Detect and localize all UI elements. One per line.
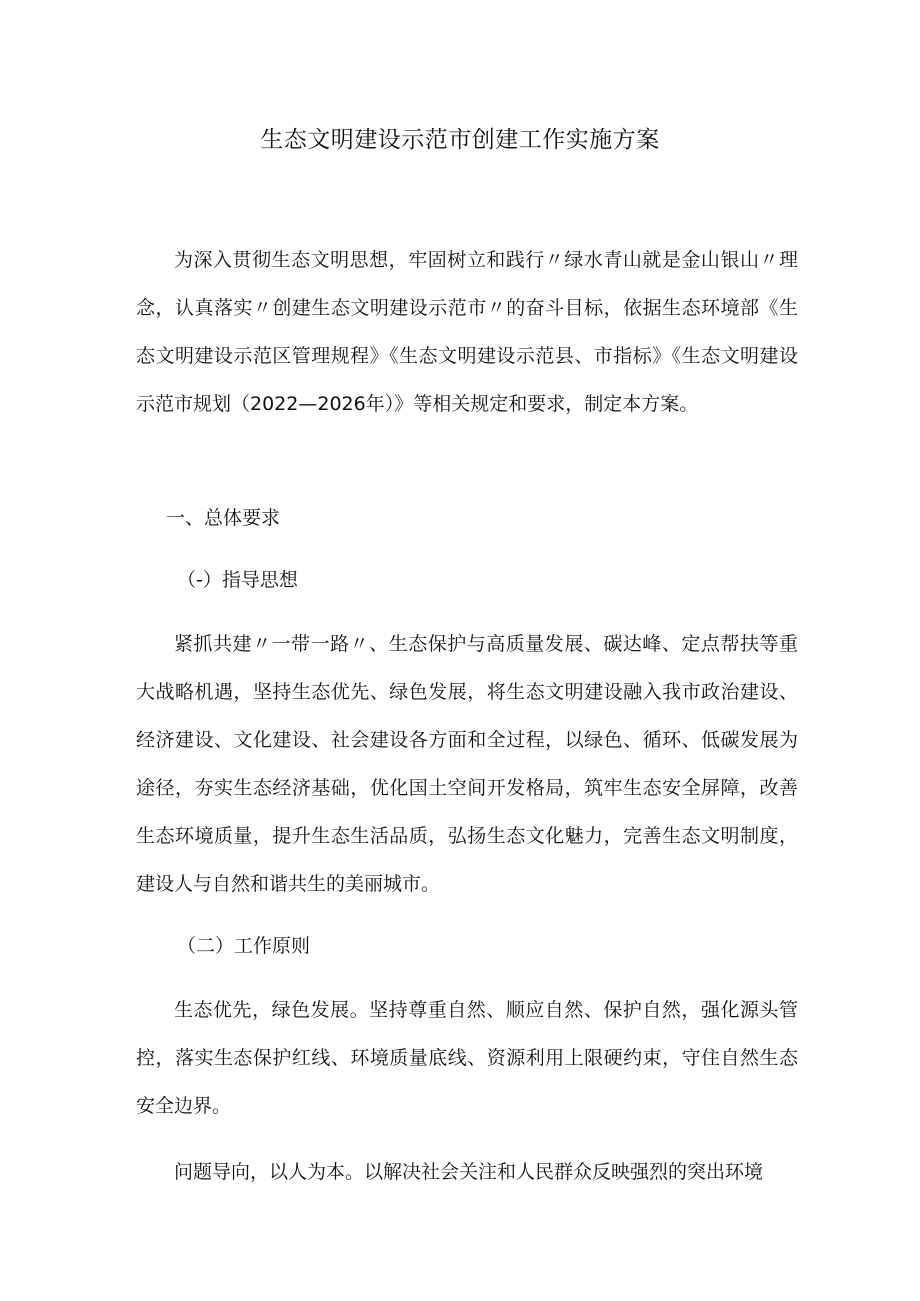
document-title: 生态文明建设示范市创建工作实施方案 <box>260 127 660 153</box>
intro-paragraph: 为深入贯彻生态文明思想，牢固树立和践行〃绿水青山就是金山银山〃理念，认真落实〃创建生态文明建设示范市〃的奋斗目标，依据生态环境部《生态文明建设示范区管理规程》《生态文明建设示范县、市指标》《生态文明建设示范市规划（2022—2026年）》等相关规定和要求，制定本方案。 <box>136 249 798 415</box>
guiding-ideology-paragraph: 紧抓共建〃一带一路〃、生态保护与高质量发展、碳达峰、定点帮扶等重大战略机遇，坚持生态优先、绿色发展，将生态文明建设融入我市政治建设、经济建设、文化建设、社会建设各方面和全过程，以绿色、循环、低碳发展为途径，夯实生态经济基础，优化国土空间开发格局，筑牢生态安全屏障，改善生态环境质量，提升生态生活品质，弘扬生态文化魅力，完善生态文明制度，建设人与自然和谐共生的美丽城市。 <box>136 633 798 895</box>
principle-paragraph-ecology-first: 生态优先，绿色发展。坚持尊重自然、顺应自然、保护自然，强化源头管控，落实生态保护红线、环境质量底线、资源利用上限硬约束，守住自然生态安全边界。 <box>136 999 798 1117</box>
subsection-heading-work-principles: （二）工作原则 <box>177 935 311 957</box>
section-heading-general-requirements: 一、总体要求 <box>166 507 281 529</box>
principle-paragraph-problem-oriented: 问题导向，以人为本。以解决社会关注和人民群众反映强烈的突出环境 <box>174 1161 764 1183</box>
subsection-heading-guiding-ideology: （-）指导思想 <box>177 569 298 591</box>
